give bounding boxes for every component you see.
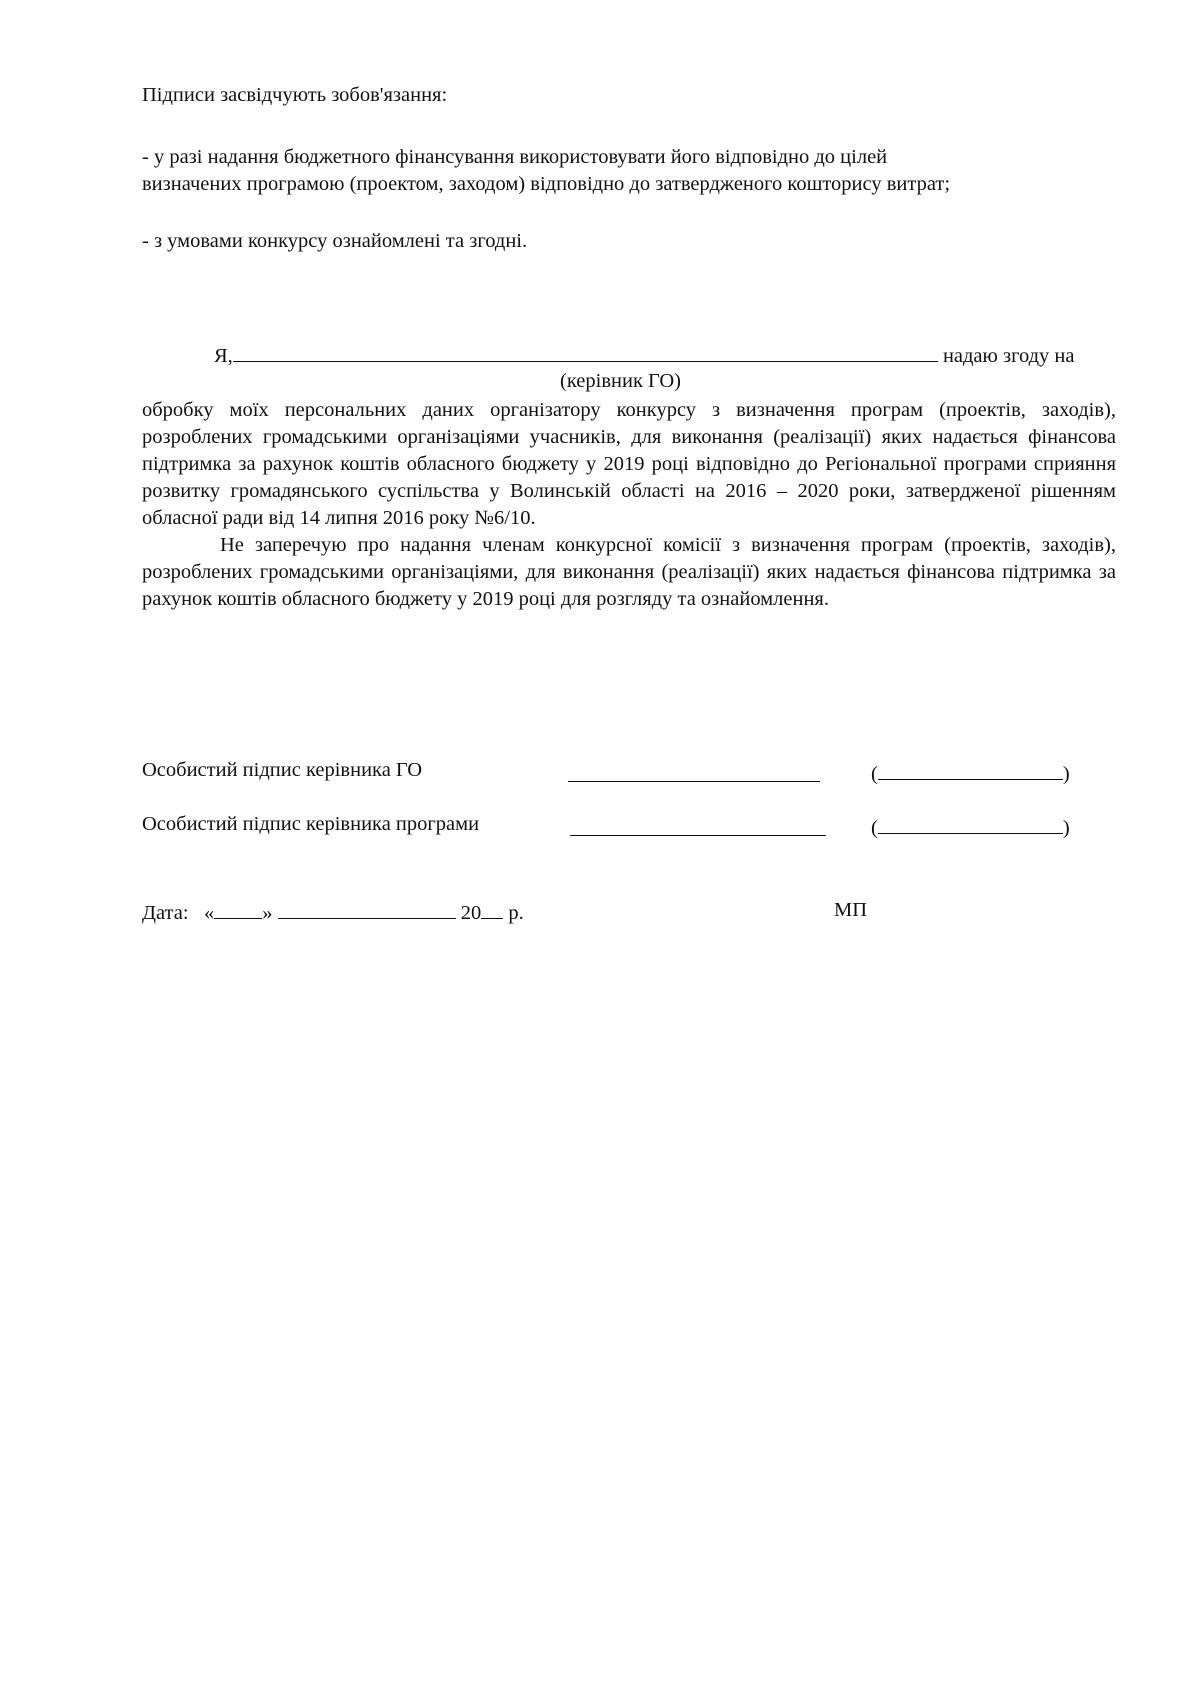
date-month-blank[interactable]: [278, 897, 456, 919]
consent-line: [214, 340, 1075, 370]
signature-program-line[interactable]: [570, 811, 826, 836]
signature-program-name: ( ): [871, 811, 1070, 842]
date-day-blank[interactable]: [214, 897, 262, 919]
consent-suffix: надаю згоду на: [942, 345, 1075, 367]
consent-paragraph: обробку моїх персональних даних організатору конкурсу з визначення програм (проектів, заходів), розроблених громадськими організаціями учасників, для виконання (реалізації) яких надається фінансова підтримка за рахунок коштів обласного бюджету у 2019 році відповідно до Регіональної програми сприяння розвитку громадянського суспільства у Волинській області на 2016 – 2020 роки, затвердженої рішенням обласної ради від 14 липня 2016 року №6/10.: [142, 399, 1116, 529]
signature-row-program: [142, 811, 1102, 839]
date-year-suffix: р.: [503, 902, 524, 924]
no-objection-paragraph: Не заперечую про надання членам конкурсної комісії з визначення програм (проектів, заходів), розроблених громадськими організаціями, для виконання (реалізації) яких надається фінансова підтримка за рахунок коштів обласного бюджету у 2019 році для розгляду та ознайомлення.: [142, 534, 1116, 610]
obligations-heading: Підписи засвідчують зобов'язання:: [142, 84, 448, 106]
signature-head-name: ( ): [871, 757, 1070, 788]
signature-head-label: Особистий підпис керівника ГО: [142, 759, 423, 781]
head-name-caption: (керівник ГО): [560, 370, 681, 392]
consent-body: [142, 397, 1116, 613]
date-day-open-quote: «: [203, 902, 215, 924]
signature-head-line[interactable]: [568, 757, 820, 782]
bullet-conditions: - з умовами конкурсу ознайомлені та згодні.: [142, 230, 528, 252]
signature-head-name-blank[interactable]: [878, 757, 1063, 780]
date-year-blank[interactable]: [481, 897, 503, 919]
signature-program-name-blank[interactable]: [878, 811, 1063, 834]
date-year-prefix: 20: [460, 902, 482, 924]
head-name-blank[interactable]: [233, 340, 938, 362]
date-label: Дата:: [142, 902, 189, 924]
consent-prefix: Я,: [214, 345, 233, 367]
stamp-label: МП: [834, 899, 868, 921]
signature-row-head: [142, 757, 1102, 785]
bullet-budget-line-1: - у разі надання бюджетного фінансування використовувати його відповідно до цілей: [142, 146, 888, 168]
date-row: [142, 897, 524, 927]
signature-program-label: Особистий підпис керівника програми: [142, 813, 480, 835]
bullet-budget-line-2: визначених програмою (проектом, заходом) відповідно до затвердженого кошторису витрат;: [142, 173, 951, 195]
date-day-close-quote: »: [262, 902, 273, 924]
